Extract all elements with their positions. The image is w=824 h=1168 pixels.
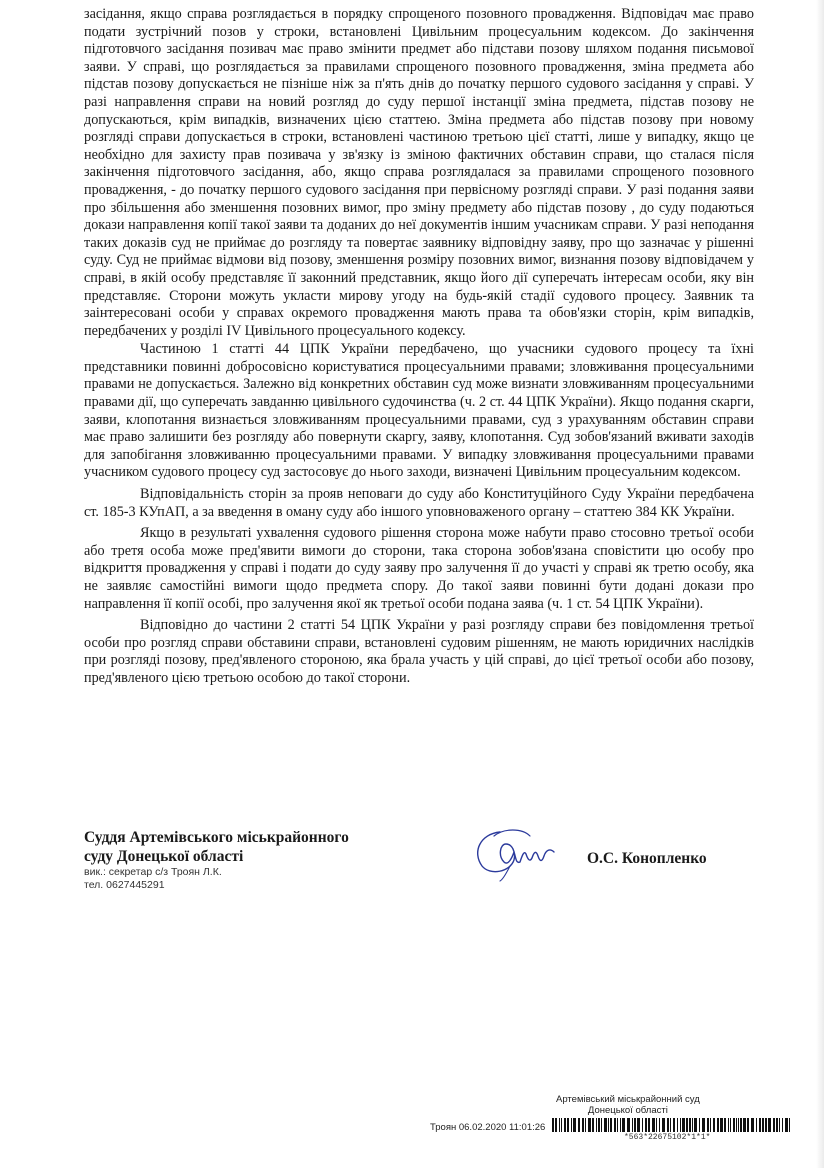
barcode-bar xyxy=(728,1118,729,1132)
barcode-bar xyxy=(637,1118,640,1132)
barcode-code: *563*22675102*1*1* xyxy=(624,1133,711,1142)
barcode-bar xyxy=(762,1118,764,1132)
barcode-bar xyxy=(596,1118,597,1132)
barcode-bar xyxy=(738,1118,739,1132)
barcode-bar xyxy=(627,1118,630,1132)
document-body xyxy=(84,6,754,688)
phone-note: тел. 0627445291 xyxy=(84,879,165,891)
signature-block xyxy=(84,828,349,892)
barcode-bar xyxy=(733,1118,735,1132)
barcode-bar xyxy=(648,1118,650,1132)
barcode-bar xyxy=(779,1118,780,1132)
barcode-bar xyxy=(614,1118,616,1132)
barcode-bar xyxy=(667,1118,669,1132)
barcode-bar xyxy=(765,1118,767,1132)
barcode-bar xyxy=(720,1118,723,1132)
barcode-bar xyxy=(699,1118,700,1132)
barcode-bar xyxy=(564,1118,566,1132)
barcode-bar xyxy=(598,1118,600,1132)
barcode-bar xyxy=(604,1118,607,1132)
barcode-bar xyxy=(694,1118,697,1132)
barcode-bar xyxy=(692,1118,693,1132)
barcode-bar xyxy=(656,1118,657,1132)
barcode-bar xyxy=(617,1118,618,1132)
barcode-bar xyxy=(620,1118,621,1132)
barcode-bar xyxy=(717,1118,719,1132)
barcode-bar xyxy=(582,1118,584,1132)
barcode-bar xyxy=(585,1118,586,1132)
barcode-bar xyxy=(682,1118,685,1132)
barcode-bar xyxy=(670,1118,671,1132)
barcode-bar xyxy=(730,1118,731,1132)
barcode-bar xyxy=(559,1118,560,1132)
paragraph-procedural-rights: засідання, якщо справа розглядається в порядку спрощеного позовного провадження. Відповідач має право подати зустрічний позов у строки, встановлені Цивільним процесуальним кодексом. До закінчення підготовчого засідання позивач має право змінити предмет або підстави позову шляхом подання письмової заяви. У справі, що розглядається за правилами спрощеного позовного провадження, зміна предмета або підстав позову допускається не пізніше ніж за п'ять днів до початку першого судового засідання у справі. У разі направлення справи на новий розгляд до суду першої інстанції зміна предмета, підстав позову не допускаються, крім випадків, визначених цією статтею. Зміна предмета або підстав позову при новому розгляді справи допускається в строки, встановлені частиною третьою цієї статті, лише у випадку, якщо це необхідно для захисту прав позивача у зв'язку із зміною фактичних обставин справи, що сталася після закінчення підготовчого засідання, або, якщо справа розглядалася за правилами спрощеного позовного провадження, - до початку першого судового засідання при первісному розгляді справи. У разі подання заяви про збільшення або зменшення позовних вимог, про зміну предмету або підстав позову , до суду подаються докази направлення копії такої заяви та доданих до неї документів іншим учасникам справи. У разі неподання таких доказів суд не приймає до розгляду та повертає заявнику відповідну заяву, про що зазначає у рішенні суду. Суд не приймає відмови від позову, зменшення розміру позовних вимог, визнання позову відповідачем у справі, в якій особу представляє її законний представник, якщо його дії суперечать інтересам особи, яку він представляє. Сторони можуть укласти мирову угоду на будь-якій стадії судового процесу. Заявник та заінтересовані особи у справах окремого провадження мають права та обов'язки сторін, крім випадків, передбачених у розділі IV Цивільного процесуального кодексу. xyxy=(84,6,754,339)
stamp-line1: Артемівський міськрайонний суд xyxy=(556,1094,700,1105)
barcode-bar xyxy=(710,1118,711,1132)
barcode-bar xyxy=(736,1118,737,1132)
barcode-bar xyxy=(702,1118,705,1132)
barcode-bar xyxy=(608,1118,609,1132)
barcode-bar xyxy=(567,1118,569,1132)
barcode-bar xyxy=(677,1118,678,1132)
barcode-bar xyxy=(622,1118,625,1132)
barcode-bar xyxy=(789,1118,790,1132)
barcode-bar xyxy=(680,1118,681,1132)
handwritten-signature xyxy=(470,822,560,882)
paragraph-third-party: Якщо в результаті ухвалення судового рішення сторона може набути право стосовно третьої особи або третя особа може пред'явити вимоги до сторони, така сторона зобов'язана сповістити цю особу про відкриття провадження у справі і подати до суду заяву про залучення її до участі у справі як третю особу, яка не заявляє самостійні вимоги щодо предмета спору. До такої заяви повинні бути додані докази про направлення її копії особі, про залучення якої як третьої особи подана заява (ч. 1 ст. 54 ЦПК України). xyxy=(84,525,754,612)
barcode-bar xyxy=(592,1118,594,1132)
court-stamp xyxy=(556,1094,700,1116)
barcode-bar xyxy=(555,1118,557,1132)
secretary-note: вик.: секретар с/з Троян Л.К. xyxy=(84,866,222,878)
barcode-bar xyxy=(552,1118,554,1132)
barcode-bar xyxy=(573,1118,576,1132)
barcode-bar xyxy=(689,1118,691,1132)
barcode-bar xyxy=(768,1118,771,1132)
barcode-bar xyxy=(662,1118,665,1132)
stamp-line2: Донецької області xyxy=(587,1105,668,1116)
barcode-bar xyxy=(634,1118,636,1132)
barcode-bar xyxy=(632,1118,633,1132)
paragraph-liability: Відповідальність сторін за прояв неповаги до суду або Конституційного Суду України передбачена ст. 185-3 КУпАП, а за введення в оману суду або іншого уповноваженого органу – статтею 384 КК України. xyxy=(84,486,754,520)
barcode-bar xyxy=(773,1118,775,1132)
barcode xyxy=(552,1118,792,1134)
barcode-bar xyxy=(561,1118,562,1132)
barcode-bar xyxy=(759,1118,761,1132)
judge-title-line2: суду Донецької області xyxy=(84,848,244,865)
barcode-bar xyxy=(751,1118,754,1132)
judge-name: О.С. Конопленко xyxy=(587,850,707,867)
barcode-bar xyxy=(782,1118,783,1132)
barcode-bar xyxy=(659,1118,660,1132)
barcode-bar xyxy=(743,1118,746,1132)
judge-title-line1: Суддя Артемівського міськрайонного xyxy=(84,829,349,846)
barcode-bar xyxy=(588,1118,591,1132)
barcode-bar xyxy=(686,1118,688,1132)
barcode-bar xyxy=(578,1118,580,1132)
footer-timestamp: Троян 06.02.2020 11:01:26 xyxy=(430,1122,546,1133)
barcode-bar xyxy=(571,1118,572,1132)
barcode-bar xyxy=(610,1118,612,1132)
barcode-bar xyxy=(740,1118,742,1132)
barcode-bar xyxy=(652,1118,655,1132)
barcode-bar xyxy=(601,1118,602,1132)
barcode-bar xyxy=(724,1118,726,1132)
barcode-bar xyxy=(642,1118,643,1132)
scan-edge-shadow xyxy=(816,0,824,1168)
barcode-bar xyxy=(785,1118,788,1132)
paragraph-consequences: Відповідно до частини 2 статті 54 ЦПК України у разі розгляду справи без повідомлення третьої особи про розгляд справи обставини справи, встановлені судовим рішенням, не мають юридичних наслідків при розгляді позову, пред'явленого стороною, яка брала участь у цій справі, до цієї третьої особи або позову, пред'явленого цією третьою особою до такої сторони. xyxy=(84,617,754,686)
barcode-bar xyxy=(645,1118,647,1132)
barcode-bar xyxy=(776,1118,778,1132)
paragraph-abuse-of-rights: Частиною 1 статті 44 ЦПК України передбачено, що учасники судового процесу та їхні представники повинні добросовісно користуватися процесуальними правами; зловживання процесуальними правами не допускається. Залежно від конкретних обставин суд може визнати зловживанням процесуальними правами дії, що суперечать завданню цивільного судочинства (ч. 2 ст. 44 ЦПК України). Якщо подання скарги, заяви, клопотання визнається зловживанням процесуальними правами, суд з урахуванням обставин справи має право залишити без розгляду або повернути скаргу, заяву, клопотання. Суд зобов'язаний вживати заходів для запобігання зловживанню процесуальними правами. У випадку зловживання процесуальними правами учасником судового процесу суд застосовує до нього заходи, визначені Цивільним процесуальним кодексом. xyxy=(84,341,754,481)
barcode-bar xyxy=(673,1118,675,1132)
barcode-bar xyxy=(707,1118,709,1132)
barcode-bar xyxy=(713,1118,715,1132)
barcode-bar xyxy=(747,1118,749,1132)
barcode-bar xyxy=(756,1118,757,1132)
